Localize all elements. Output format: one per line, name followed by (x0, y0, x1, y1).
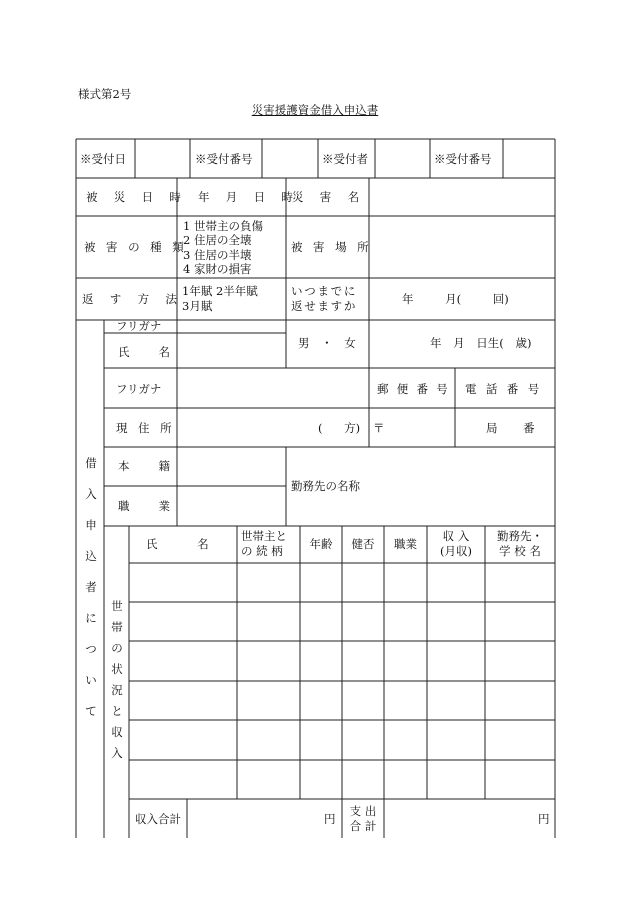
exchange-label: 局 番 (486, 421, 535, 435)
expense-total-yen: 円 (538, 812, 550, 826)
furigana-label: フリガナ (116, 319, 162, 333)
household-section-label: 世帯の状況と収入 (111, 599, 123, 760)
applicant-section-label: 借入申込者について (85, 456, 97, 718)
phone-label: 電 話 番 号 (465, 382, 543, 396)
household-header-relation-2: の 続 柄 (241, 544, 283, 558)
damage-option-2: 2 住居の全壊 (183, 233, 252, 247)
until-label-2: 返せますか (291, 299, 358, 313)
receiver-label: ※受付者 (322, 152, 368, 166)
damage-place-label: 被 害 場 所 (291, 240, 373, 254)
repayment-option-2: 3月賦 (182, 299, 213, 313)
repayment-option-1: 1年賦 2半年賦 (182, 284, 258, 298)
damage-option-3: 3 住居の半壊 (183, 248, 252, 262)
household-header-name: 氏 名 (146, 537, 209, 551)
until-value: 年 月( 回) (402, 292, 509, 306)
received-date-label: ※受付日 (80, 152, 126, 166)
repayment-label: 返 す 方 法 (82, 292, 184, 306)
received-number-label-2: ※受付番号 (434, 152, 492, 166)
household-header-age: 年齢 (309, 537, 333, 551)
damage-type-label: 被 害 の 種 類 (84, 240, 188, 254)
until-label-1: いつまでに (291, 284, 358, 298)
form-number: 様式第2号 (78, 87, 132, 101)
household-header-workplace-2: 学 校 名 (499, 544, 541, 558)
furigana-label-2: フリガナ (116, 382, 162, 396)
income-total-label: 収入合計 (135, 812, 181, 826)
workplace-label: 勤務先の名称 (291, 479, 360, 493)
household-header-income-1: 収 入 (442, 529, 470, 543)
occupation-label: 職 業 (118, 499, 183, 513)
income-total-yen: 円 (324, 812, 336, 826)
postal-mark: 〒 (373, 421, 385, 435)
postal-code-label: 郵 便 番 号 (377, 382, 451, 396)
damage-option-1: 1 世帯主の負傷 (183, 219, 263, 233)
domicile-label: 本 籍 (118, 459, 183, 473)
household-header-workplace-1: 勤務先・ (497, 529, 543, 543)
disaster-datetime-label: 被 災 日 時 (86, 190, 188, 204)
name-label: 氏 名 (118, 345, 183, 359)
expense-total-label-2: 合 計 (349, 819, 377, 833)
page-title: 災害援護資金借入申込書 (251, 103, 379, 117)
datetime-units: 年 月 日 時 (198, 190, 300, 204)
sex-options: 男 ・ 女 (298, 336, 356, 350)
disaster-name-label: 災 害 名 (292, 190, 366, 204)
expense-total-label-1: 支 出 (349, 804, 377, 818)
address-label: 現 住 所 (116, 421, 176, 435)
damage-option-4: 4 家財の損害 (183, 262, 252, 276)
household-header-relation-1: 世帯主と (241, 529, 287, 543)
household-header-occupation: 職業 (394, 537, 417, 551)
received-number-label: ※受付番号 (195, 152, 253, 166)
address-suffix: ( 方) (318, 421, 361, 435)
household-header-income-2: (月収) (440, 544, 472, 558)
birth-date: 年 月 日生( 歳) (430, 336, 532, 350)
household-header-health: 健否 (351, 537, 375, 551)
